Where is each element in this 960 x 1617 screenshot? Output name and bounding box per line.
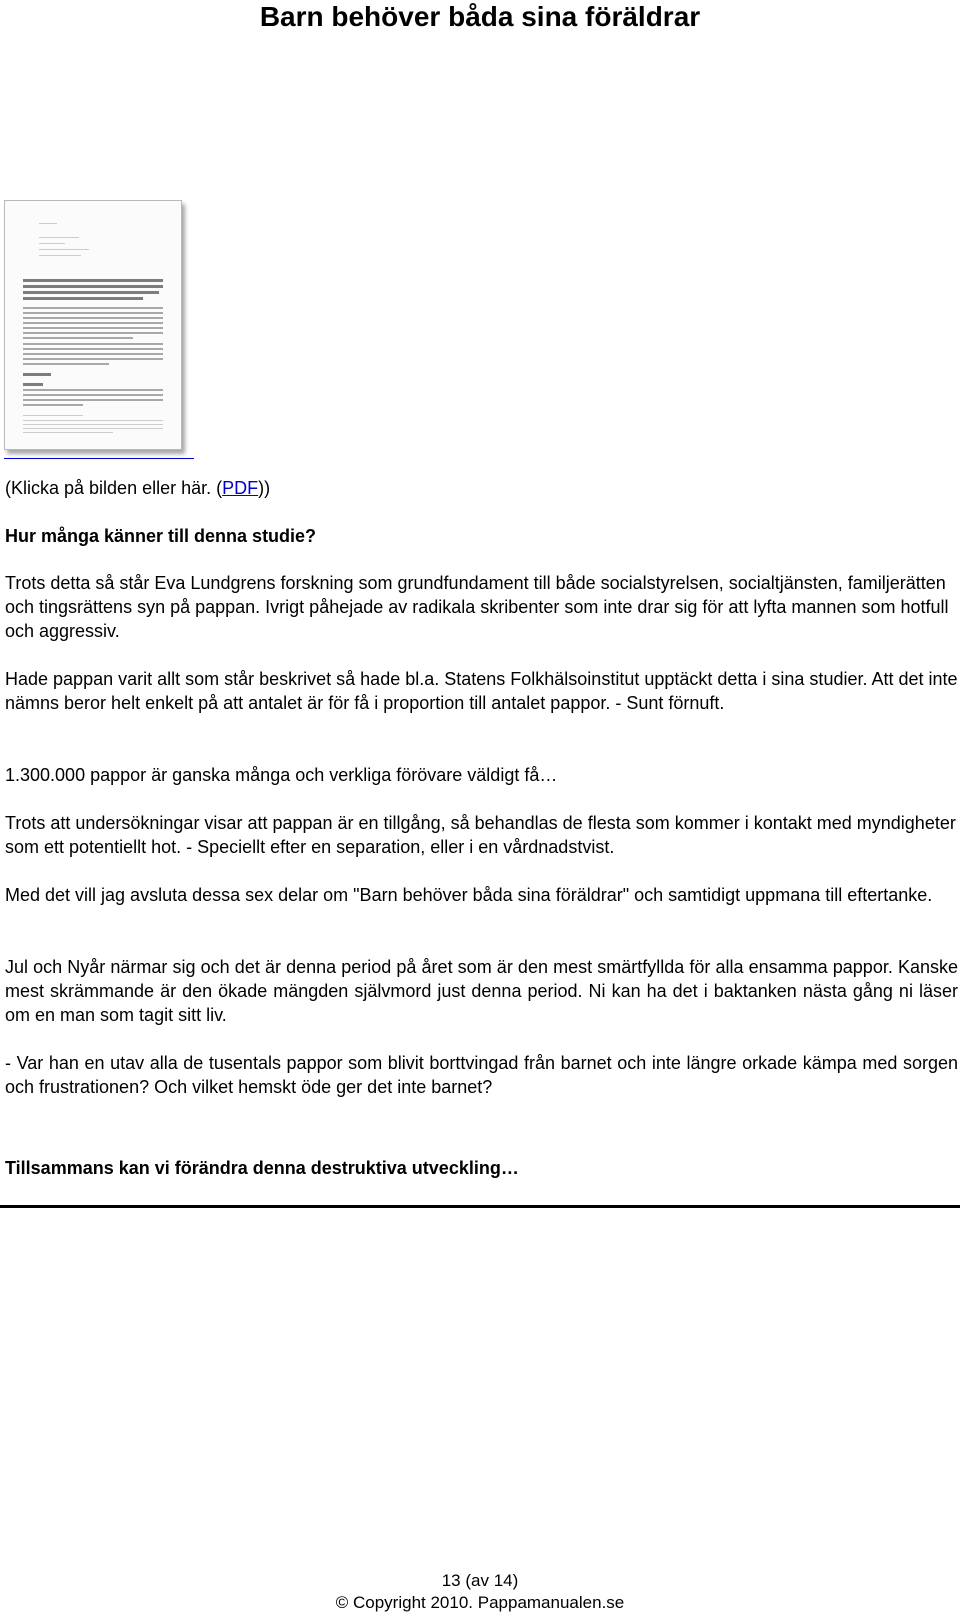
paragraph: Med det vill jag avsluta dessa sex delar om "Barn behöver båda sina föräldrar" och samtidigt uppmana till eftertanke. [5,885,933,905]
question-heading: Hur många känner till denna studie? [5,526,317,546]
paragraph: Jul och Nyår närmar sig och det är denna period på året som är den mest smärtfyllda för alla ensamma pappor. Kanske mest skrämmande är den ökade mängden självmord just denna period. Ni kan ha det i baktanken nästa gång ni läser om en man som tagit sitt liv. [5,957,958,1025]
caption-prefix: (Klicka på bilden eller här. ( [5,478,223,498]
paragraph: Trots att undersökningar visar att pappan är en tillgång, så behandlas de flesta som kommer i kontakt med myndigheter som ett potentiellt hot. - Speciellt efter en separation, eller i en vårdnadstvist. [5,813,956,857]
pdf-document-thumbnail-icon [4,200,182,450]
pdf-link[interactable]: PDF [222,478,259,498]
paragraph: 1.300.000 pappor är ganska många och verkliga förövare väldigt få… [5,765,558,785]
paragraph: Trots detta så står Eva Lundgrens forskning som grundfundament till både socialstyrelsen, socialtjänsten, familjerätten och tingsrättens syn på pappan. Ivrigt påhejade av radikala skribenter som inte drar sig för att lyfta mannen som hotfull och aggressiv. [5,573,949,641]
page-title: Barn behöver båda sina föräldrar [259,1,701,32]
paragraph: - Var han en utav alla de tusentals pappor som blivit borttvingad från barnet och inte längre orkade kämpa med sorgen och frustrationen? Och vilket hemskt öde ger det inte barnet? [5,1053,958,1097]
caption [5,476,958,500]
closing-statement: Tillsammans kan vi förändra denna destruktiva utveckling… [5,1158,519,1178]
copyright: © Copyright 2010. Pappamanualen.se [335,1593,625,1612]
caption-suffix: )) [258,478,271,498]
paragraph: Hade pappan varit allt som står beskrivet så hade bl.a. Statens Folkhälsoinstitut upptäckt detta i sina studier. Att det inte nämns beror helt enkelt på att antalet är för få i proportion till antalet pappor. - Sunt förnuft. [5,669,958,713]
page-number: 13 (av 14) [441,1571,519,1590]
horizontal-rule [0,1205,960,1208]
thumbnail-link-underline [4,458,194,459]
